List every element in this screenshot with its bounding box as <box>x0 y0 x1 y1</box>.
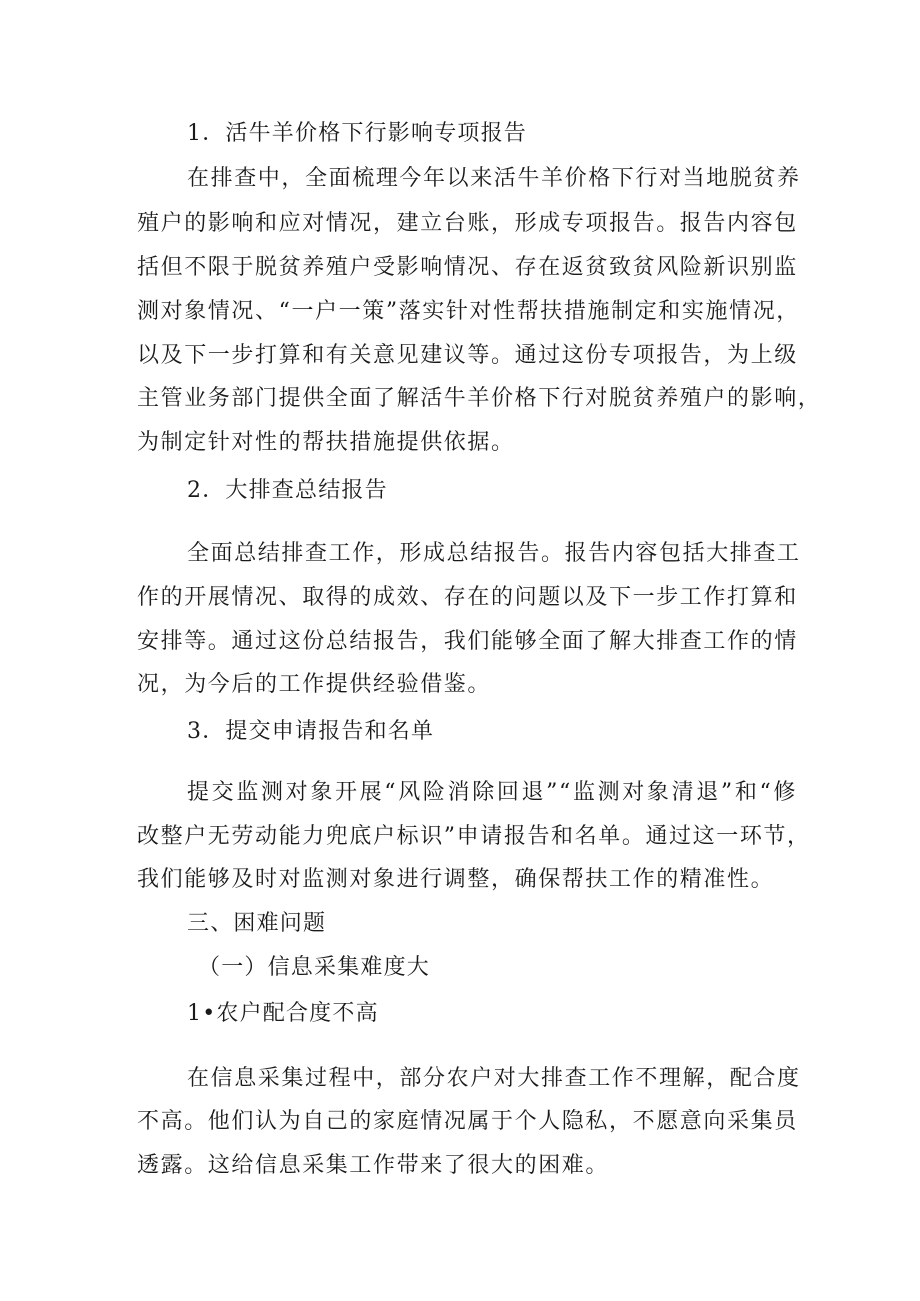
paragraph-line: 安排等。通过这份总结报告，我们能够全面了解大排查工作的情 <box>137 629 798 654</box>
paragraph-line: 测对象情况、“一户一策”落实针对性帮扶措施制定和实施情况， <box>137 299 800 324</box>
paragraph-line: 在排查中，全面梳理今年以来活牛羊价格下行对当地脱贫养 <box>187 166 801 191</box>
section-2-heading: 2．大排查总结报告 <box>187 478 388 503</box>
section-1-heading: 1．活牛羊价格下行影响专项报告 <box>187 121 527 146</box>
paragraph-line: 透露。这给信息采集工作带来了很大的困难。 <box>137 1153 610 1178</box>
paragraph-line: 作的开展情况、取得的成效、存在的问题以及下一步工作打算和 <box>137 585 798 610</box>
part-3-heading: 三、困难问题 <box>187 911 327 936</box>
section-3-heading: 3．提交申请报告和名单 <box>187 719 435 744</box>
paragraph-line: 提交监测对象开展“风险消除回退”“监测对象清退”和“修 <box>187 780 797 805</box>
paragraph-line: 不高。他们认为自己的家庭情况属于个人隐私，不愿意向采集员 <box>137 1109 798 1134</box>
paragraph-line: 改整户无劳动能力兜底户标识”申请报告和名单。通过这一环节， <box>137 824 811 849</box>
paragraph-line: 主管业务部门提供全面了解活牛羊价格下行对脱贫养殖户的影响， <box>137 386 822 411</box>
paragraph-line: 以及下一步打算和有关意见建议等。通过这份专项报告，为上级 <box>137 343 798 368</box>
subsection-heading: （一）信息采集难度大 <box>198 955 431 980</box>
paragraph-line: 全面总结排查工作，形成总结报告。报告内容包括大排查工 <box>187 541 801 566</box>
paragraph-line: 为制定针对性的帮扶措施提供依据。 <box>137 430 515 455</box>
paragraph-line: 括但不限于脱贫养殖户受影响情况、存在返贫致贫风险新识别监 <box>137 255 798 280</box>
paragraph-line: 在信息采集过程中，部分农户对大排查工作不理解，配合度 <box>187 1066 801 1091</box>
paragraph-line: 况，为今后的工作提供经验借鉴。 <box>137 672 492 697</box>
item-1-heading: 1•农户配合度不高 <box>187 1001 379 1026</box>
paragraph-line: 殖户的影响和应对情况，建立台账，形成专项报告。报告内容包 <box>137 211 798 236</box>
paragraph-line: 我们能够及时对监测对象进行调整，确保帮扶工作的精准性。 <box>137 867 775 892</box>
